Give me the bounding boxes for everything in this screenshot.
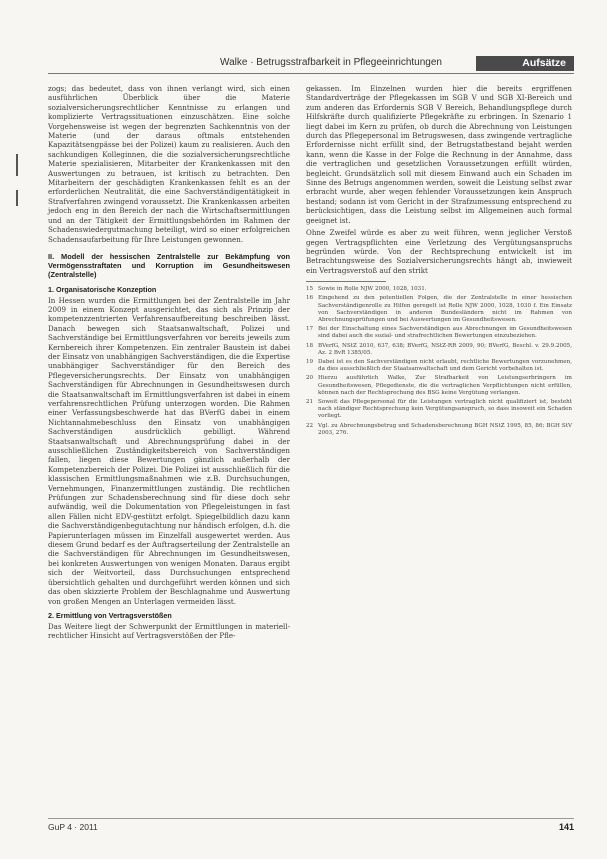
footnote-text: Soweit das Pflegepersonal für die Leistungen vertraglich nicht qualifiziert ist, besteht nach ständiger Rechtsprechung kein Vergütungsanspruch, so dass insoweit ein Schaden vorliegt. (318, 398, 572, 420)
margin-mark (16, 154, 18, 176)
footnote-number: 21 (306, 398, 314, 405)
footnote (306, 399, 572, 421)
footnote (306, 375, 572, 397)
page-header (48, 56, 568, 72)
footnote-text: Vgl. zu Abrechnungsbetrug und Schadensberechnung BGH NStZ 1995, 85, 86; BGH StV 2003, 276. (318, 422, 572, 436)
footnote (306, 423, 572, 437)
footnote-text: Sowie in Rolle NJW 2000, 1028, 1031. (318, 286, 427, 293)
footnote-text: BVerfG, NStZ 2010, 637, 638; BVerfG, NStZ-RR 2009, 90; BVerfG, Beschl. v. 29.9.2005, Az. 2 BvR 1385/05. (318, 342, 572, 356)
body-paragraph: Ohne Zweifel würde es aber zu weit führen, wenn jeglicher Verstoß gegen Vertragspflichten eine Verletzung des Vergütungsanspruchs begründen würde. Von der Rechtsprechung entwickelt ist im Betrachtungsweise des Sozialversicherungsrechts hängt ab, inwieweit ein Vertragsverstoß auf den strikt (306, 228, 572, 275)
margin-mark (16, 190, 18, 206)
footnote-number: 17 (306, 326, 314, 333)
footnote-text: Bei der Einschaltung eines Sachverständigen aus Abrechnungen im Gesundheitswesen sind dabei auch die sozial- und strafrechtlichen Bewertungen einzubeziehen. (318, 326, 572, 340)
subsection-heading: 2. Ermittlung von Vertragsverstößen (48, 610, 172, 620)
subsection-heading: 1. Organisatorische Konzeption (48, 284, 157, 294)
footnote-number: 20 (306, 375, 314, 382)
left-column (48, 84, 290, 644)
footnote-text: Eingehend zu den potentiellen Folgen, die der Zentralstelle in einer hessischen Sachverständigenrolle zu Hilfen geregelt ist Rolle NJW 2000, 1028, 1030 f. Ein Einsatz von Sachverständigen in anderen Bundesländern nicht im Rahmen von Abrechnungsprüfungen und bei Auswertungen im Gesundheitswesen. (318, 295, 572, 323)
footnote (306, 286, 572, 293)
footnote (306, 343, 572, 357)
body-paragraph: zogs; das bedeutet, dass von ihnen verlangt wird, sich einen ausführlichen Überblick über die Materie sozialversicherungsrechtlicher Kenntnisse zu erlangen und komplizierte Vertragssituationen einzuschätzen. Eine solche Vorgehensweise ist wegen der begrenzten Sachkenntnis von der Materie (und der daraus oftmals entstehenden Kapazitätsengpässe bei der Polizei) kaum zu realisieren. Auch den sachkundigen Kolleginnen, die die sozialversicherungsrechtliche Materie spezialisieren, Mitarbeiter der Krankenkassen mit den Auswertungen zu betrauen, ist kritisch zu betrachten. Den Mitarbeitern der geschädigten Krankenkassen fehlt es an der erforderlichen Neutralität, die eine Sachverständigentätigkeit in Strafverfahren zwingend voraussetzt. Die Krankenkassen arbeiten jedoch eng in den Bereich der nach die Wirtschaftsermittlungen und an der Tätigkeit der Ermittlungsbehörden im Rahmen der Schadenswiedergutmachung beteiligt, wird so einer erfolgreichen Schadensaufarbeitung für Ihre Leistungen gewonnen. (48, 84, 290, 244)
section-tag: Aufsätze (476, 56, 574, 71)
journal-issue: GuP 4 · 2011 (48, 822, 98, 832)
running-title: Walke · Betrugsstrafbarkeit in Pflegeeinrichtungen (220, 57, 442, 68)
footnotes (306, 286, 572, 437)
footnote-number: 16 (306, 295, 314, 302)
right-column (306, 84, 572, 439)
footer-rule (48, 818, 574, 819)
body-paragraph: Das Weitere liegt der Schwerpunkt der Ermittlungen in materiell-rechtlicher Hinsicht auf Vertragsverstößen der Pfle- (48, 621, 290, 641)
footnote-number: 22 (306, 422, 314, 429)
body-paragraph: gekassen. Im Einzelnen wurden hier die bereits ergriffenen Standardverträge der Pflegekassen im SGB V und SGB XI-Bereich und zum anderen das Erfordernis SGB V Bereich, Behandlungspflege durch Hilfskräfte durch qualifizierte Pflegekräfte zu erbringen. In Szenario 1 liegt dabei im Kern zu prüfen, ob durch die Abrechnung von Leistungen durch das Pflegepersonal im Betrugswesen, dass zwingende vertragliche Erfordernisse nicht erfüllt sind, der Betrugstatbestand bejaht werden kann, wenn die Kasse in der Folge die Rechnung in der Annahme, dass die vertraglichen und gesetzlichen Voraussetzungen erfüllt würden, begleicht. Grundsätzlich soll mit diesem Einwand auch ein Schaden im Sinne des Betrugs angenommen werden, soweit die Leistung selbst zwar erbracht wurde, aber wegen fehlender Voraussetzungen kein Anspruch bestand; sodann ist vom Gericht in der Strafzumessung entsprechend zu berücksichtigen, dass die Leistung selbst im Allgemeinen auch formal geeignet ist. (306, 84, 572, 225)
footnote-number: 15 (306, 286, 314, 293)
page-footer (48, 822, 574, 836)
body-paragraph: In Hessen wurden die Ermittlungen bei der Zentralstelle im Jahr 2009 in einem Konzept ausgerichtet, das sich als Prinzip der kompetenzzentrierten Verfahrensaufbereitung beschreiben lässt. Danach bewegen sich Staatsanwaltschaft, Polizei und Sachverständige bei Ermittlungsverfahren vor bereits jeweils zum Kernbereich ihrer Kompetenzen. Ein zentraler Baustein ist dabei der Einsatz von unabhängigen Sachverständigen, die die Expertise unabhängiger Sachverständiger für den Bereich des Pflegeversicherungsrechts. Der Einsatz von unabhängigen Sachverständigen für Abrechnungen in Gesundheitswesen durch die Staatsanwaltschaft im Ermittlungsverfahren ist dabei in einem verfahrensrechtlichen Prüfung unterzogen worden. Die Rahmen einer Verfassungsbeschwerde hat das BVerfG dabei in einem Nichtannahmebeschluss den Einsatz von unabhängigen Sachverständigen ausdrücklich gebilligt. Während Staatsanwaltschaft und Abrechnungsprüfung dabei in der ausschließlichen Zuständigkeitsbereich von Sachverständigen fallen, liegen diese Bewertungen gänzlich außerhalb der Kompetenzbereich der Polizei. Die Polizei ist ausschließlich für die klassischen Ermittlungsmaßnahmen wie z.B. Durchsuchungen, Vernehmungen, Finanzermittlungen zuständig. Die rechtlichen Prüfungen zur Schadensberechnung sind für diese doch sehr aufwändig, weil die Dokumentation von Pflegeleistungen in fast allen Fällen nicht EDV-gestützt erfolgt. Spiegelbildlich dazu kann die Sachverständigenbegutachtung nur händisch erfolgen, d.h. die Papierunterlagen müssen im Einzelfall ausgewertet werden. Aus diesem Grund bedarf es der Auftragserteilung der Zentralstelle an die Sachverständigen für Abrechnungen im Gesundheitswesen, bei konkreten Auswertungen von wenigen Monaten. Daraus ergibt sich der Weitvorteil, dass Durchsuchungen entsprechend übersichtlich gehalten und durchgeführt werden können und sich das oben skizzierte Problem der Beschlagnahme und Auswertung von großen Mengen an Unterlagen vermeiden lässt. (48, 295, 290, 606)
footnote-number: 19 (306, 358, 314, 365)
footnote-rule (306, 281, 386, 282)
footnote-text: Hierzu ausführlich Walke, Zur Strafbarkeit von Leistungserbringern im Gesundheitswesen, Pflegedienste, die die vertraglichen Verpflichtungen nicht erfüllen, können nach der Rechtsprechung des BSG keine Vergütung verlangen. (318, 375, 572, 396)
footnote-number: 18 (306, 342, 314, 349)
page-number: 141 (558, 822, 574, 832)
footnote (306, 295, 572, 324)
footnote-text: Dabei ist es den Sachverständigen nicht erlaubt, rechtliche Bewertungen vorzunehmen, da dies ausschließlich der Staatsanwaltschaft und dem Gericht vorbehalten ist. (318, 358, 572, 373)
header-rule (48, 73, 574, 74)
section-heading: II. Modell der hessischen Zentralstelle zur Bekämpfung von Vermögensstraftaten und Korruption im Gesundheitswesen (Zentralstelle) (48, 251, 290, 280)
footnote (306, 326, 572, 340)
footnote (306, 359, 572, 373)
